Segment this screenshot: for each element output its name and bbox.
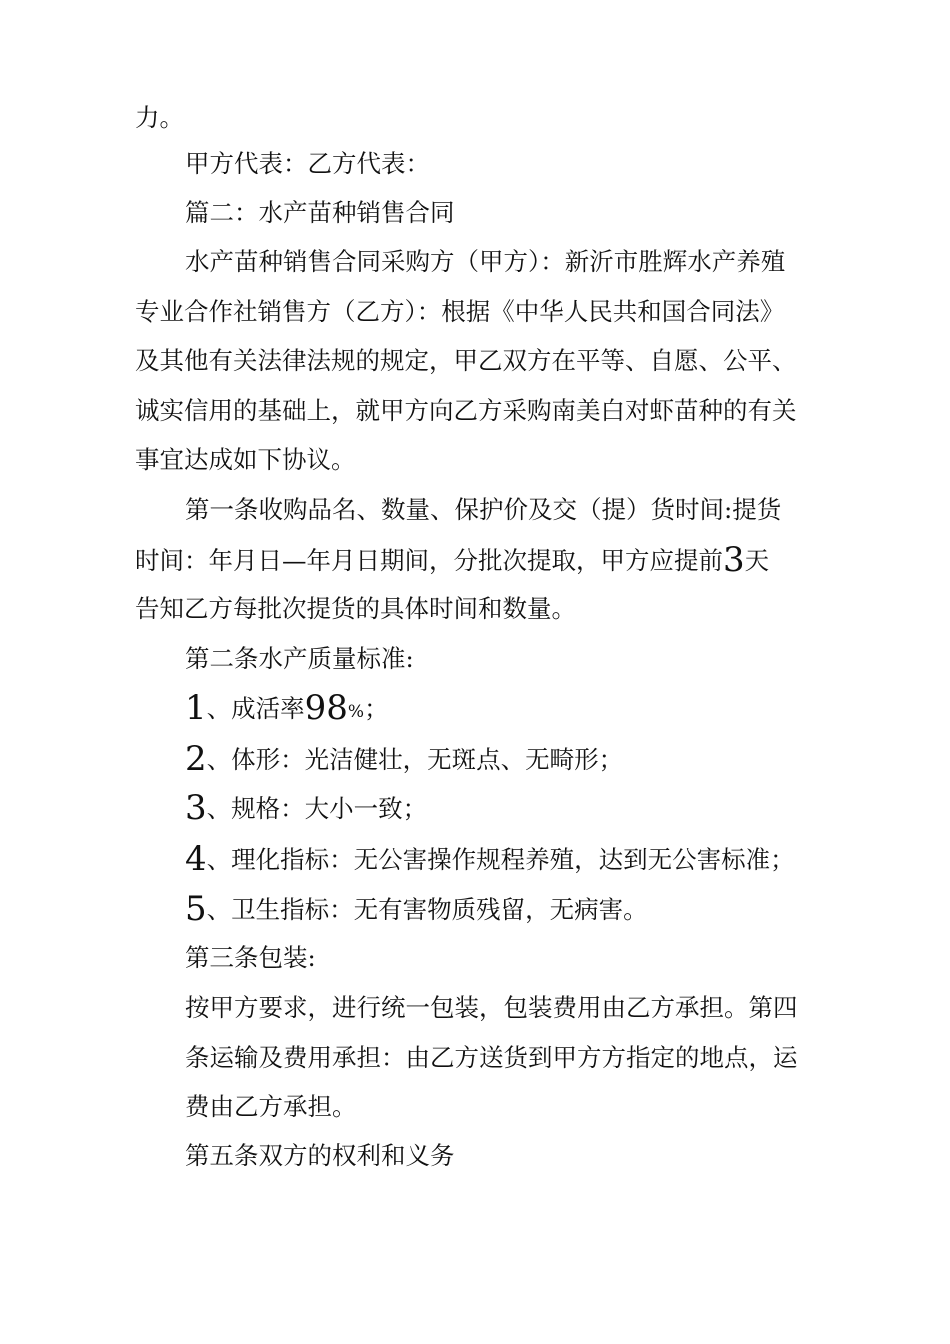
clause-heading: 第一条收购品名、数量、保护价及交（提）货时间:提货: [185, 495, 782, 524]
paragraph-line: 诚实信用的基础上，就甲方向乙方采购南美白对虾苗种的有关: [135, 396, 797, 425]
paragraph-line: 及其他有关法律法规的规定，甲乙双方在平等、自愿、公平、: [135, 346, 797, 375]
paragraph-line: 事宜达成如下协议。: [135, 445, 356, 474]
list-text: 、卫生指标：无有害物质残留，无病害。: [206, 895, 648, 924]
number-text: 98: [304, 688, 348, 728]
paragraph-line: [135, 540, 770, 580]
paragraph-line: 按甲方要求，进行统一包装，包装费用由乙方承担。第四: [185, 993, 798, 1022]
clause-heading: 第二条水产质量标准:: [185, 644, 414, 673]
line-text: 时间：年月日—年月日期间，分批次提取，甲方应提前: [135, 546, 723, 575]
list-item: [185, 688, 389, 728]
list-text: 、体形：光洁健壮，无斑点、无畸形；: [206, 745, 624, 774]
list-text: 、理化指标：无公害操作规程养殖，达到无公害标准；: [206, 845, 795, 874]
list-number: 2: [185, 739, 207, 779]
section-heading: 篇二：水产苗种销售合同: [185, 198, 455, 227]
paragraph-line: 费由乙方承担。: [185, 1092, 357, 1121]
list-item: [185, 889, 648, 929]
paragraph-line: 条运输及费用承担：由乙方送货到甲方方指定的地点，运: [185, 1043, 798, 1072]
number-text: 3: [723, 540, 745, 580]
list-number: 5: [185, 889, 207, 929]
clause-heading: 第五条双方的权利和义务: [185, 1141, 455, 1170]
paragraph-line: 专业合作社销售方（乙方）：根据《中华人民共和国合同法》: [135, 297, 785, 326]
list-number: 1: [185, 688, 207, 728]
list-item: [185, 739, 624, 779]
line-text: 天: [744, 546, 770, 575]
list-number: 3: [185, 788, 207, 828]
list-text: 、规格：大小一致；: [206, 794, 428, 823]
clause-heading: 第三条包装:: [185, 943, 316, 972]
list-number: 4: [185, 839, 207, 879]
paragraph-line: 水产苗种销售合同采购方（甲方）：新沂市胜辉水产养殖: [185, 247, 786, 276]
paragraph-line: 甲方代表：乙方代表：: [185, 149, 430, 178]
list-text: ；: [364, 694, 389, 723]
list-item: [185, 839, 795, 879]
list-text: 、成活率: [206, 694, 305, 723]
paragraph-line: 力。: [135, 103, 184, 132]
percent-sign: %: [347, 702, 365, 722]
paragraph-line: 告知乙方每批次提货的具体时间和数量。: [135, 594, 576, 623]
list-item: [185, 788, 428, 828]
